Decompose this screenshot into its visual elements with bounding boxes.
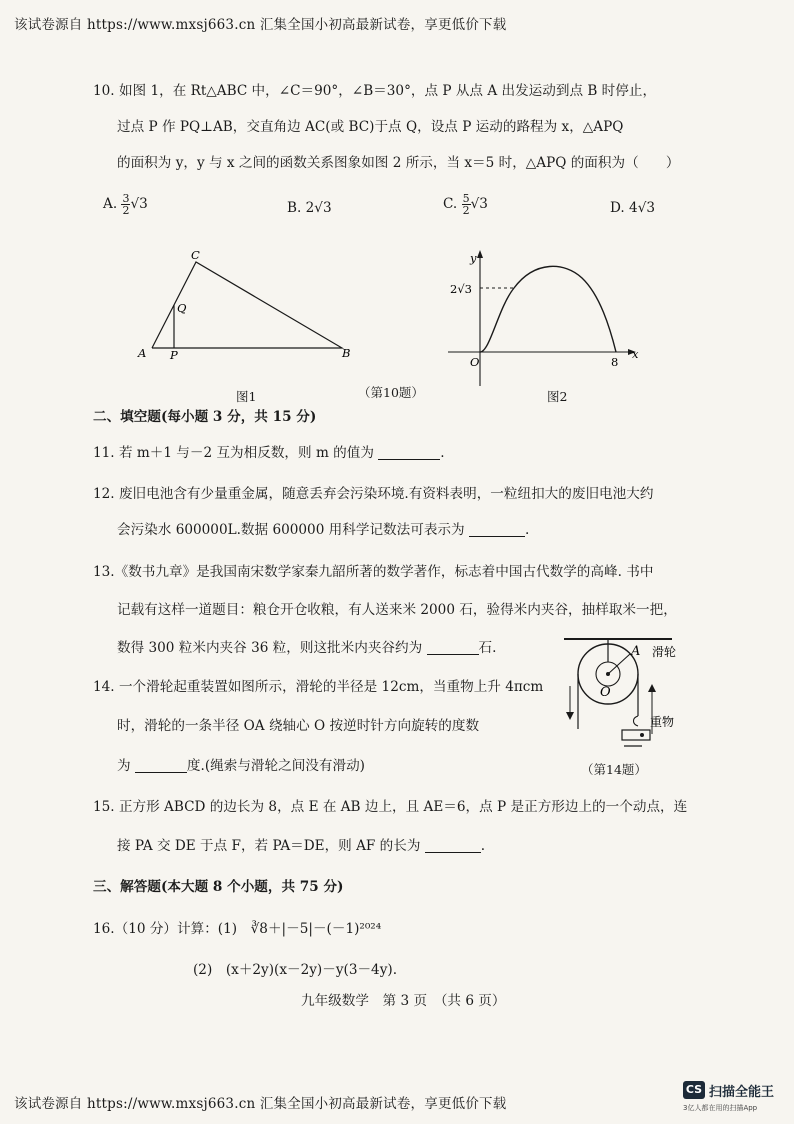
arrow-down-icon (566, 712, 574, 720)
figure-1-caption: 图1 (236, 389, 257, 404)
q13-line-3 (117, 636, 496, 656)
label-a: A (138, 346, 147, 360)
pulley-figure (560, 634, 690, 754)
q16-line-2: (2) (x＋2y)(x－2y)－y(3－4y). (193, 962, 398, 978)
q10-option-d: D. 4√3 (610, 200, 656, 216)
label-a: A (631, 644, 641, 659)
tick-2-root-3: 2√3 (450, 282, 472, 296)
q13-line-1: 13.《数书九章》是我国南宋数学家秦九韶所著的数学著作，标志着中国古代数学的高峰. 书中 (93, 564, 654, 580)
label-q: Q (177, 301, 187, 315)
option-c-numerator: 5 (462, 192, 470, 205)
arrow-up-icon (648, 684, 656, 692)
q11-text: 11. 若 m＋1 与－2 互为相反数，则 m 的值为 (93, 445, 374, 461)
scanner-logo-icon: CS (683, 1081, 705, 1099)
option-c-fraction (462, 193, 471, 216)
label-y: y (470, 251, 477, 265)
q15-answer-blank[interactable] (425, 838, 481, 853)
page-footer: 九年级数学 第 3 页 （共 6 页） (301, 993, 506, 1009)
q12-answer-blank[interactable] (469, 522, 525, 537)
figure-2-caption: 图2 (547, 389, 568, 404)
option-a-radical: √3 (130, 196, 148, 212)
label-o: O (600, 685, 611, 700)
label-pulley: 滑轮 (652, 645, 677, 659)
scanner-app-name: 扫描全能王 (709, 1085, 775, 1100)
q12-text: 会污染水 600000L.数据 600000 用科学记数法可表示为 (117, 522, 465, 538)
option-c-denominator: 2 (462, 204, 470, 217)
q14-answer-blank[interactable] (135, 758, 187, 773)
q15-end: . (480, 838, 486, 854)
section-2-title: 二、填空题(每小题 3 分，共 15 分) (93, 409, 317, 425)
hook (634, 716, 639, 726)
q10-option-c (443, 193, 488, 216)
q10-caption: （第10题） (358, 385, 424, 400)
option-c-label: C. (443, 196, 458, 212)
label-c: C (191, 248, 200, 262)
q11-end: . (440, 445, 445, 461)
q14-caption: （第14题） (581, 762, 647, 777)
q14-line-3 (117, 754, 365, 774)
label-x: x (632, 347, 639, 361)
q12-line-1: 12. 废旧电池含有少量重金属，随意丢弃会污染环境.有资料表明，一粒纽扣大的废旧电池大约 (93, 486, 654, 502)
scanner-slogan: 3亿人都在用的扫描App (683, 1104, 758, 1112)
weight-dot (640, 733, 644, 737)
q10-line-2: 过点 P 作 PQ⊥AB，交直角边 AC(或 BC)于点 Q，设点 P 运动的路程为 x，△APQ (117, 119, 624, 135)
y-axis-arrow (477, 250, 483, 258)
q16-line-1: 16.（10 分）计算：(1) ∛8＋|－5|－(－1)²⁰²⁴ (93, 921, 382, 937)
source-watermark-bottom: 该试卷源自 https://www.mxsj663.cn 汇集全国小初高最新试卷，享更低价下载 (14, 1096, 507, 1112)
q14-line-2: 时，滑轮的一条半径 OA 绕轴心 O 按逆时针方向旋转的度数 (117, 718, 480, 734)
q12-line-2 (117, 518, 529, 538)
q11 (93, 441, 445, 461)
q10-line-1: 10. 如图 1，在 Rt△ABC 中，∠C＝90°，∠B＝30°，点 P 从点 A 出发运动到点 B 时停止， (93, 83, 657, 99)
section-3-title: 三、解答题(本大题 8 个小题，共 75 分) (93, 879, 344, 895)
option-c-radical: √3 (470, 196, 488, 212)
q12-end: . (524, 522, 530, 538)
q15-text: 接 PA 交 DE 于点 F，若 PA＝DE，则 AF 的长为 (117, 838, 421, 854)
label-b: B (342, 346, 351, 360)
function-curve (480, 266, 616, 352)
q14-text-b: 度.(绳索与滑轮之间没有滑动) (186, 758, 365, 774)
option-a-label: A. (103, 196, 118, 212)
q15-line-2 (117, 834, 485, 854)
q13-line-2: 记载有这样一道题目：粮仓开仓收粮，有人送来米 2000 石，验得米内夹谷，抽样取米一把， (117, 602, 677, 618)
label-origin: O (470, 355, 480, 369)
q10-option-b: B. 2√3 (287, 200, 332, 216)
option-a-denominator: 2 (122, 204, 130, 217)
tick-8: 8 (611, 355, 619, 369)
q13-answer-blank[interactable] (427, 640, 479, 655)
q15-line-1: 15. 正方形 ABCD 的边长为 8，点 E 在 AB 边上，且 AE＝6，点 P 是正方形边上的一个动点，连 (93, 799, 688, 815)
q14-line-1: 14. 一个滑轮起重装置如图所示，滑轮的半径是 12cm，当重物上升 4πcm (93, 679, 544, 695)
figure-1-triangle (130, 245, 370, 375)
q10-line-3: 的面积为 y，y 与 x 之间的函数关系图象如图 2 所示，当 x＝5 时，△APQ 的面积为（ ） (117, 155, 680, 171)
q14-text-a: 为 (117, 758, 131, 774)
option-a-numerator: 3 (122, 192, 130, 205)
q13-text: 数得 300 粒米内夹谷 36 粒，则这批米内夹谷约为 (117, 640, 423, 656)
q13-end: 石. (478, 640, 497, 656)
q11-answer-blank[interactable] (378, 445, 440, 460)
label-p: P (170, 348, 178, 362)
radius-oa (608, 654, 630, 674)
figure-2-graph (440, 248, 645, 390)
q10-option-a (103, 193, 148, 216)
label-weight: 重物 (650, 715, 675, 729)
source-watermark-top: 该试卷源自 https://www.mxsj663.cn 汇集全国小初高最新试卷，享更低价下载 (14, 17, 507, 33)
weight-block (622, 730, 650, 740)
